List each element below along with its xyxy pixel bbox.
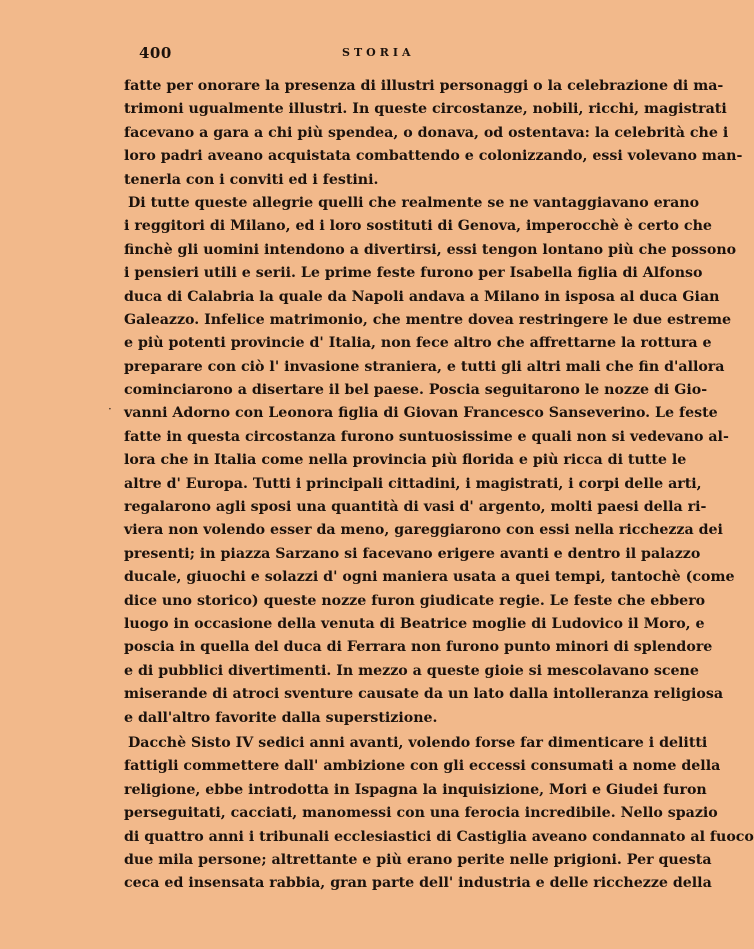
text-line: vanni Adorno con Leonora figlia di Giovan Francesco Sanseverino. Le feste — [124, 405, 718, 422]
text-line: Dacchè Sisto IV sedici anni avanti, volendo forse far dimenticare i delitti — [128, 734, 708, 751]
text-line: trimoni ugualmente illustri. In queste circostanze, nobili, ricchi, magistrati — [124, 101, 727, 118]
text-line: lora che in Italia come nella provincia più florida e più ricca di tutte le — [124, 452, 687, 469]
page-header — [0, 44, 700, 68]
text-line: regalarono agli sposi una quantità di vasi d' argento, molti paesi della ri- — [124, 499, 707, 516]
paragraph-3 — [124, 732, 754, 896]
text-line: cominciarono a disertare il bel paese. Poscia seguitarono le nozze di Gio- — [124, 382, 708, 399]
text-line: due mila persone; altrettante e più erano perite nelle prigioni. Per questa — [124, 851, 712, 868]
text-line: e di pubblici divertimenti. In mezzo a queste gioie si mescolavano scene — [124, 662, 699, 679]
text-line: ducale, giuochi e solazzi d' ogni maniera usata a quei tempi, tantochè (come — [124, 569, 735, 586]
paragraph-1 — [124, 75, 743, 192]
text-line: fatte per onorare la presenza di illustri personaggi o la celebrazione di ma- — [124, 78, 724, 94]
text-line: di quattro anni i tribunali ecclesiastici di Castiglia aveano condannato al fuoco — [124, 828, 754, 845]
text-line: finchè gli uomini intendono a divertirsi, essi tengon lontano più che possono — [124, 241, 737, 258]
text-line: altre d' Europa. Tutti i principali cittadini, i magistrati, i corpi delle arti, — [124, 475, 702, 492]
body-text — [124, 75, 754, 896]
text-line: Galeazzo. Infelice matrimonio, che mentre dovea restringere le due estreme — [124, 311, 732, 328]
text-line: luogo in occasione della venuta di Beatrice moglie di Ludovico il Moro, e — [124, 615, 705, 632]
text-line: duca di Calabria la quale da Napoli andava a Milano in isposa al duca Gian — [124, 288, 720, 305]
text-line: poscia in quella del duca di Ferrara non furono punto minori di splendore — [124, 639, 713, 656]
text-line: viera non volendo esser da meno, gareggiarono con essi nella ricchezza dei — [124, 522, 723, 539]
text-line: loro padri aveano acquistata combattendo e colonizzando, essi volevano man- — [124, 148, 743, 165]
text-line: perseguitati, cacciati, manomessi con una ferocia incredibile. Nello spazio — [124, 805, 718, 822]
text-line: facevano a gara a chi più spendea, o donava, od ostentava: la celebrità che i — [124, 124, 729, 141]
text-line: e più potenti provincie d' Italia, non fece altro che affrettarne la rottura e — [124, 335, 712, 352]
text-line: presenti; in piazza Sarzano si facevano erigere avanti e dentro il palazzo — [124, 545, 701, 562]
text-line: miserande di atroci sventure causate da un lato dalla intolleranza religiosa — [124, 686, 724, 703]
text-line: tenerla con i conviti ed i festini. — [124, 171, 379, 188]
text-line: fatte in questa circostanza furono suntuosissime e quali non si vedevano al- — [124, 428, 729, 445]
page-number: 400 — [139, 44, 172, 62]
text-line: preparare con ciò l' invasione straniera, e tutti gli altri mali che fin d'allora — [124, 358, 725, 375]
text-line: e dall'altro favorite dalla superstizione. — [124, 709, 438, 726]
text-line: dice uno storico) queste nozze furon giudicate regie. Le feste che ebbero — [124, 592, 706, 609]
text-line: i reggitori di Milano, ed i loro sostituti di Genova, imperocchè è certo che — [124, 218, 712, 235]
margin-dot-mark: · — [108, 402, 112, 416]
text-line: religione, ebbe introdotta in Ispagna la inquisizione, Mori e Giudei furon — [124, 781, 707, 798]
paragraph-2 — [124, 192, 737, 730]
running-head: STORIA — [342, 46, 415, 59]
text-line: fattigli commettere dall' ambizione con gli eccessi consumati a nome della — [124, 758, 721, 775]
text-line: Di tutte queste allegrie quelli che realmente se ne vantaggiavano erano — [128, 194, 700, 211]
text-line: i pensieri utili e serii. Le prime feste furono per Isabella figlia di Alfonso — [124, 265, 703, 282]
text-line: ceca ed insensata rabbia, gran parte dell' industria e delle ricchezze della — [124, 875, 712, 892]
